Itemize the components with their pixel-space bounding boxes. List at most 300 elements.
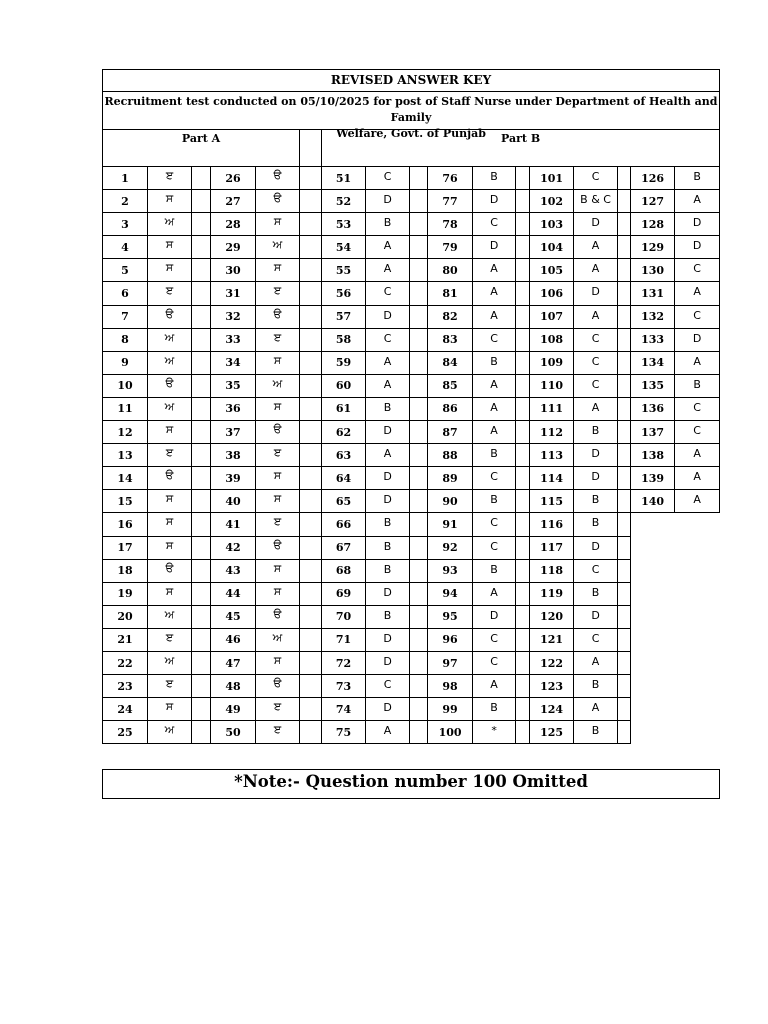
- spacer-cell: [192, 582, 211, 605]
- empty-cell: [631, 605, 675, 628]
- answer-value: A: [574, 651, 618, 674]
- answer-value: ੲ: [148, 167, 192, 190]
- question-number: 4: [103, 236, 148, 259]
- empty-cell: [631, 582, 675, 605]
- answer-value: D: [366, 421, 410, 444]
- spacer-cell: [192, 190, 211, 213]
- answer-value: D: [473, 190, 516, 213]
- omission-note: *Note:- Question number 100 Omitted: [102, 769, 720, 799]
- question-number: 55: [322, 259, 366, 282]
- question-number: 78: [428, 213, 473, 236]
- question-number: 67: [322, 536, 366, 559]
- question-number: 114: [530, 467, 574, 490]
- spacer-cell: [410, 259, 428, 282]
- spacer-cell: [516, 651, 530, 674]
- question-number: 92: [428, 536, 473, 559]
- answer-value: D: [366, 628, 410, 651]
- spacer-cell: [192, 328, 211, 351]
- spacer-cell: [192, 305, 211, 328]
- spacer-cell: [618, 397, 631, 420]
- empty-cell: [675, 721, 720, 744]
- question-number: 74: [322, 698, 366, 721]
- answer-value: ੲ: [256, 444, 300, 467]
- table-row: [103, 213, 720, 236]
- answer-value: ਅ: [148, 605, 192, 628]
- answer-value: B: [473, 698, 516, 721]
- spacer-cell: [516, 490, 530, 513]
- question-number: 106: [530, 282, 574, 305]
- table-row: [103, 190, 720, 213]
- spacer-cell: [410, 236, 428, 259]
- spacer-cell: [618, 651, 631, 674]
- spacer-cell: [618, 444, 631, 467]
- question-number: 2: [103, 190, 148, 213]
- answer-value: ਸ: [256, 490, 300, 513]
- spacer-cell: [618, 374, 631, 397]
- answer-value: ਸ: [148, 259, 192, 282]
- question-number: 103: [530, 213, 574, 236]
- question-number: 86: [428, 397, 473, 420]
- answer-value: B: [366, 513, 410, 536]
- answer-value: D: [574, 444, 618, 467]
- spacer-cell: [618, 698, 631, 721]
- question-number: 21: [103, 628, 148, 651]
- question-number: 56: [322, 282, 366, 305]
- answer-value: ਅ: [148, 351, 192, 374]
- question-number: 11: [103, 397, 148, 420]
- spacer-cell: [410, 421, 428, 444]
- spacer-cell: [192, 721, 211, 744]
- answer-value: A: [473, 397, 516, 420]
- answer-value: A: [574, 236, 618, 259]
- answer-value: D: [574, 213, 618, 236]
- empty-cell: [675, 582, 720, 605]
- table-row: [103, 721, 720, 744]
- answer-value: ਸ: [256, 397, 300, 420]
- spacer-cell: [192, 213, 211, 236]
- answer-value: ਸ: [256, 259, 300, 282]
- question-number: 65: [322, 490, 366, 513]
- question-number: 75: [322, 721, 366, 744]
- question-number: 43: [211, 559, 256, 582]
- answer-value: B: [366, 605, 410, 628]
- answer-value: D: [366, 490, 410, 513]
- spacer-cell: [300, 490, 322, 513]
- answer-value: A: [675, 351, 720, 374]
- question-number: 94: [428, 582, 473, 605]
- question-number: 37: [211, 421, 256, 444]
- question-number: 111: [530, 397, 574, 420]
- question-number: 58: [322, 328, 366, 351]
- question-number: 48: [211, 675, 256, 698]
- spacer-cell: [192, 559, 211, 582]
- spacer-cell: [300, 190, 322, 213]
- question-number: 68: [322, 559, 366, 582]
- answer-value: A: [366, 374, 410, 397]
- answer-value: ਸ: [148, 490, 192, 513]
- spacer-cell: [300, 167, 322, 190]
- answer-value: ੲ: [148, 444, 192, 467]
- empty-cell: [675, 513, 720, 536]
- answer-value: D: [473, 605, 516, 628]
- answer-value: ਸ: [148, 190, 192, 213]
- answer-value: ੳ: [256, 167, 300, 190]
- question-number: 5: [103, 259, 148, 282]
- spacer-cell: [300, 282, 322, 305]
- answer-value: A: [366, 721, 410, 744]
- question-number: 19: [103, 582, 148, 605]
- question-number: 57: [322, 305, 366, 328]
- part-b-label: Part B: [322, 130, 720, 167]
- question-number: 125: [530, 721, 574, 744]
- answer-value: *: [473, 721, 516, 744]
- answer-value: C: [473, 536, 516, 559]
- question-number: 88: [428, 444, 473, 467]
- question-number: 102: [530, 190, 574, 213]
- spacer-cell: [618, 328, 631, 351]
- spacer-cell: [192, 397, 211, 420]
- divider-cell: [300, 130, 322, 167]
- answer-value: ੲ: [148, 628, 192, 651]
- spacer-cell: [192, 513, 211, 536]
- question-number: 105: [530, 259, 574, 282]
- spacer-cell: [410, 328, 428, 351]
- answer-value: ਅ: [148, 328, 192, 351]
- question-number: 120: [530, 605, 574, 628]
- answer-value: D: [574, 605, 618, 628]
- question-number: 47: [211, 651, 256, 674]
- question-number: 123: [530, 675, 574, 698]
- spacer-cell: [618, 213, 631, 236]
- question-number: 64: [322, 467, 366, 490]
- answer-value: C: [675, 397, 720, 420]
- spacer-cell: [516, 513, 530, 536]
- answer-value: ਸ: [256, 582, 300, 605]
- empty-cell: [631, 628, 675, 651]
- empty-cell: [631, 721, 675, 744]
- answer-value: C: [675, 421, 720, 444]
- spacer-cell: [192, 628, 211, 651]
- spacer-cell: [410, 628, 428, 651]
- question-number: 44: [211, 582, 256, 605]
- part-a-label: Part A: [103, 130, 300, 167]
- spacer-cell: [192, 444, 211, 467]
- answer-value: ੲ: [256, 698, 300, 721]
- question-number: 101: [530, 167, 574, 190]
- question-number: 46: [211, 628, 256, 651]
- spacer-cell: [516, 467, 530, 490]
- answer-value: ੲ: [256, 282, 300, 305]
- spacer-cell: [300, 467, 322, 490]
- answer-value: D: [574, 467, 618, 490]
- answer-value: A: [574, 305, 618, 328]
- answer-value: B: [574, 490, 618, 513]
- question-number: 17: [103, 536, 148, 559]
- answer-value: B: [574, 421, 618, 444]
- question-number: 32: [211, 305, 256, 328]
- spacer-cell: [618, 236, 631, 259]
- spacer-cell: [516, 721, 530, 744]
- answer-value: ਅ: [148, 213, 192, 236]
- answer-value: D: [366, 190, 410, 213]
- question-number: 84: [428, 351, 473, 374]
- answer-value: C: [574, 374, 618, 397]
- spacer-cell: [410, 397, 428, 420]
- answer-value: ਅ: [148, 721, 192, 744]
- answer-value: D: [574, 282, 618, 305]
- question-number: 70: [322, 605, 366, 628]
- answer-value: A: [675, 490, 720, 513]
- answer-value: C: [574, 559, 618, 582]
- answer-value: C: [574, 351, 618, 374]
- spacer-cell: [192, 698, 211, 721]
- spacer-cell: [516, 305, 530, 328]
- spacer-cell: [300, 513, 322, 536]
- question-number: 109: [530, 351, 574, 374]
- table-row: [103, 351, 720, 374]
- question-number: 7: [103, 305, 148, 328]
- spacer-cell: [516, 421, 530, 444]
- spacer-cell: [410, 605, 428, 628]
- question-number: 34: [211, 351, 256, 374]
- answer-value: B: [473, 559, 516, 582]
- question-number: 124: [530, 698, 574, 721]
- answer-value: ੲ: [148, 675, 192, 698]
- spacer-cell: [618, 536, 631, 559]
- question-number: 42: [211, 536, 256, 559]
- answer-value: A: [473, 259, 516, 282]
- answer-value: C: [473, 213, 516, 236]
- spacer-cell: [410, 698, 428, 721]
- question-number: 1: [103, 167, 148, 190]
- question-number: 116: [530, 513, 574, 536]
- question-number: 14: [103, 467, 148, 490]
- empty-cell: [631, 698, 675, 721]
- question-number: 39: [211, 467, 256, 490]
- question-number: 93: [428, 559, 473, 582]
- question-number: 110: [530, 374, 574, 397]
- table-row: [103, 605, 720, 628]
- spacer-cell: [516, 213, 530, 236]
- spacer-cell: [618, 351, 631, 374]
- answer-value: ਸ: [148, 236, 192, 259]
- answer-value: A: [473, 675, 516, 698]
- spacer-cell: [192, 282, 211, 305]
- spacer-cell: [516, 605, 530, 628]
- spacer-cell: [300, 236, 322, 259]
- question-number: 97: [428, 651, 473, 674]
- answer-value: A: [574, 259, 618, 282]
- question-number: 3: [103, 213, 148, 236]
- question-number: 41: [211, 513, 256, 536]
- question-number: 121: [530, 628, 574, 651]
- spacer-cell: [410, 721, 428, 744]
- spacer-cell: [516, 374, 530, 397]
- spacer-cell: [618, 675, 631, 698]
- answer-value: ਸ: [148, 513, 192, 536]
- answer-value: ਸ: [256, 467, 300, 490]
- answer-value: ੲ: [148, 282, 192, 305]
- empty-cell: [675, 559, 720, 582]
- empty-cell: [631, 513, 675, 536]
- question-number: 132: [631, 305, 675, 328]
- answer-value: ਸ: [148, 582, 192, 605]
- spacer-cell: [300, 351, 322, 374]
- subtitle-line-1: Recruitment test conducted on 05/10/2025 for post of Staff Nurse under Department of Health and Family: [104, 95, 718, 124]
- spacer-cell: [300, 536, 322, 559]
- question-number: 139: [631, 467, 675, 490]
- spacer-cell: [410, 675, 428, 698]
- question-number: 6: [103, 282, 148, 305]
- question-number: 119: [530, 582, 574, 605]
- spacer-cell: [192, 675, 211, 698]
- answer-value: D: [675, 236, 720, 259]
- spacer-cell: [300, 374, 322, 397]
- table-row: [103, 421, 720, 444]
- answer-value: ਅ: [256, 236, 300, 259]
- spacer-cell: [410, 351, 428, 374]
- spacer-cell: [300, 213, 322, 236]
- spacer-cell: [300, 397, 322, 420]
- question-number: 118: [530, 559, 574, 582]
- answer-value: B: [473, 444, 516, 467]
- answer-value: B & C: [574, 190, 618, 213]
- spacer-cell: [192, 259, 211, 282]
- answer-value: B: [473, 351, 516, 374]
- spacer-cell: [516, 190, 530, 213]
- spacer-cell: [192, 605, 211, 628]
- table-row: [103, 444, 720, 467]
- spacer-cell: [300, 605, 322, 628]
- question-number: 18: [103, 559, 148, 582]
- question-number: 95: [428, 605, 473, 628]
- question-number: 79: [428, 236, 473, 259]
- spacer-cell: [410, 513, 428, 536]
- answer-value: D: [366, 305, 410, 328]
- spacer-cell: [410, 167, 428, 190]
- spacer-cell: [192, 167, 211, 190]
- question-number: 10: [103, 374, 148, 397]
- question-number: 52: [322, 190, 366, 213]
- answer-value: ੳ: [256, 605, 300, 628]
- page-title: REVISED ANSWER KEY: [102, 69, 720, 92]
- question-number: 53: [322, 213, 366, 236]
- answer-value: B: [574, 582, 618, 605]
- answer-value: C: [675, 259, 720, 282]
- empty-cell: [675, 605, 720, 628]
- question-number: 108: [530, 328, 574, 351]
- question-number: 24: [103, 698, 148, 721]
- question-number: 69: [322, 582, 366, 605]
- answer-value: C: [473, 467, 516, 490]
- question-number: 96: [428, 628, 473, 651]
- question-number: 135: [631, 374, 675, 397]
- question-number: 72: [322, 651, 366, 674]
- question-number: 82: [428, 305, 473, 328]
- answer-value: B: [574, 721, 618, 744]
- answer-value: C: [366, 167, 410, 190]
- answer-value: B: [366, 559, 410, 582]
- answer-value: ਸ: [148, 536, 192, 559]
- question-number: 90: [428, 490, 473, 513]
- spacer-cell: [618, 559, 631, 582]
- empty-cell: [675, 675, 720, 698]
- spacer-cell: [192, 536, 211, 559]
- answer-value: D: [473, 236, 516, 259]
- table-row: [103, 397, 720, 420]
- question-number: 136: [631, 397, 675, 420]
- spacer-cell: [300, 651, 322, 674]
- question-number: 122: [530, 651, 574, 674]
- answer-value: ੲ: [256, 721, 300, 744]
- question-number: 59: [322, 351, 366, 374]
- spacer-cell: [410, 582, 428, 605]
- answer-value: ਸ: [148, 421, 192, 444]
- question-number: 89: [428, 467, 473, 490]
- answer-value: A: [473, 374, 516, 397]
- spacer-cell: [516, 236, 530, 259]
- answer-value: A: [574, 698, 618, 721]
- answer-value: C: [366, 675, 410, 698]
- question-number: 140: [631, 490, 675, 513]
- spacer-cell: [516, 351, 530, 374]
- question-number: 40: [211, 490, 256, 513]
- spacer-cell: [300, 305, 322, 328]
- answer-value: B: [574, 513, 618, 536]
- answer-value: ੳ: [148, 374, 192, 397]
- question-number: 87: [428, 421, 473, 444]
- table-row: [103, 559, 720, 582]
- table-row: [103, 167, 720, 190]
- spacer-cell: [300, 559, 322, 582]
- answer-value: B: [366, 397, 410, 420]
- answer-value: B: [473, 167, 516, 190]
- spacer-cell: [516, 259, 530, 282]
- answer-value: ਅ: [256, 628, 300, 651]
- answer-value: A: [473, 421, 516, 444]
- spacer-cell: [300, 628, 322, 651]
- answer-value: B: [366, 213, 410, 236]
- empty-cell: [631, 675, 675, 698]
- question-number: 16: [103, 513, 148, 536]
- answer-value: B: [366, 536, 410, 559]
- spacer-cell: [618, 190, 631, 213]
- table-row: [103, 536, 720, 559]
- question-number: 25: [103, 721, 148, 744]
- spacer-cell: [618, 167, 631, 190]
- spacer-cell: [410, 190, 428, 213]
- question-number: 9: [103, 351, 148, 374]
- table-row: [103, 282, 720, 305]
- question-number: 126: [631, 167, 675, 190]
- question-number: 104: [530, 236, 574, 259]
- spacer-cell: [192, 651, 211, 674]
- spacer-cell: [618, 467, 631, 490]
- spacer-cell: [410, 559, 428, 582]
- spacer-cell: [618, 490, 631, 513]
- question-number: 91: [428, 513, 473, 536]
- spacer-cell: [410, 213, 428, 236]
- answer-value: D: [574, 536, 618, 559]
- answer-table: [102, 129, 720, 744]
- spacer-cell: [300, 698, 322, 721]
- spacer-cell: [300, 675, 322, 698]
- question-number: 22: [103, 651, 148, 674]
- question-number: 12: [103, 421, 148, 444]
- answer-value: A: [473, 282, 516, 305]
- spacer-cell: [300, 721, 322, 744]
- question-number: 113: [530, 444, 574, 467]
